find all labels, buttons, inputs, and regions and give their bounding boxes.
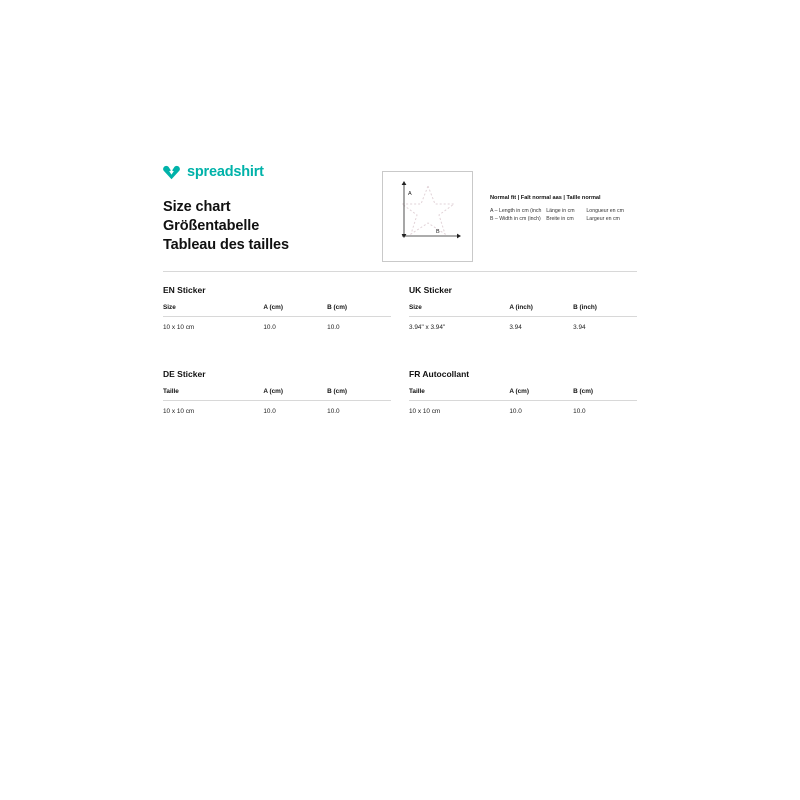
tables-gap [163, 331, 637, 369]
column-header: B (inch) [573, 304, 637, 317]
legend-cell-fr: Longueur en cm [586, 207, 624, 214]
page-title-fr: Tableau des tailles [163, 237, 289, 254]
page-title-en: Size chart [163, 199, 231, 215]
size-table-title: FR Autocollant [409, 369, 470, 379]
cell-size: 10 x 10 cm [163, 324, 195, 331]
table-header-row [163, 304, 391, 317]
size-table-uk [409, 285, 637, 331]
size-table-title: DE Sticker [163, 369, 206, 379]
size-table-title: UK Sticker [409, 285, 452, 295]
cell-a: 10.0 [263, 408, 276, 415]
spreadshirt-heart-icon [163, 165, 180, 180]
table-row [409, 317, 637, 332]
table-header-row [163, 388, 391, 401]
fit-legend-headline: Normal fit | Falt normal aas | Taille normal [490, 195, 601, 201]
size-tables [163, 285, 637, 415]
svg-text:A: A [408, 191, 412, 197]
column-header: Taille [409, 388, 509, 401]
column-header: A (inch) [509, 304, 573, 317]
cell-b: 10.0 [573, 408, 586, 415]
size-tables-row-2 [163, 369, 637, 415]
legend-cell-en: A – Length in cm (inch [490, 207, 542, 214]
fit-legend-row [490, 215, 640, 223]
cell-a: 3.94 [509, 324, 522, 331]
column-header: B (cm) [327, 388, 391, 401]
table-header-row [409, 388, 637, 401]
column-header: Size [409, 304, 509, 317]
cell-size: 10 x 10 cm [409, 408, 441, 415]
size-table-de [163, 369, 391, 415]
fit-legend-row [490, 207, 640, 215]
page-title-de: Größentabelle [163, 218, 260, 235]
cell-a: 10.0 [263, 324, 276, 331]
column-header: Size [163, 304, 263, 317]
table [409, 304, 637, 331]
table [409, 388, 637, 415]
cell-b: 3.94 [573, 324, 586, 331]
svg-text:B: B [436, 229, 440, 235]
size-table-fr [409, 369, 637, 415]
column-header: B (cm) [573, 388, 637, 401]
cell-size: 3.94" x 3.94" [409, 324, 446, 331]
legend-cell-en: B – Width in cm (inch) [490, 215, 541, 222]
table [163, 304, 391, 331]
brand-name: spreadshirt [187, 163, 264, 180]
header-divider [163, 271, 637, 272]
size-table-title: EN Sticker [163, 285, 206, 295]
column-header: B (cm) [327, 304, 391, 317]
table-row [409, 401, 637, 416]
cell-a: 10.0 [509, 408, 522, 415]
table [163, 388, 391, 415]
cell-b: 10.0 [327, 324, 340, 331]
legend-cell-fr: Largeur en cm [586, 215, 620, 222]
column-header: A (cm) [509, 388, 573, 401]
size-table-en [163, 285, 391, 331]
legend-cell-de: Breite in cm [546, 215, 574, 222]
cell-size: 10 x 10 cm [163, 408, 195, 415]
size-tables-row-1 [163, 285, 637, 331]
table-row [163, 401, 391, 416]
legend-cell-de: Länge in cm [546, 207, 575, 214]
column-header: Taille [163, 388, 263, 401]
fit-legend-rows [490, 207, 640, 223]
measurement-diagram [382, 171, 473, 262]
table-row [163, 317, 391, 332]
table-header-row [409, 304, 637, 317]
cell-b: 10.0 [327, 408, 340, 415]
column-header: A (cm) [263, 304, 327, 317]
fit-legend [490, 195, 640, 223]
column-header: A (cm) [263, 388, 327, 401]
